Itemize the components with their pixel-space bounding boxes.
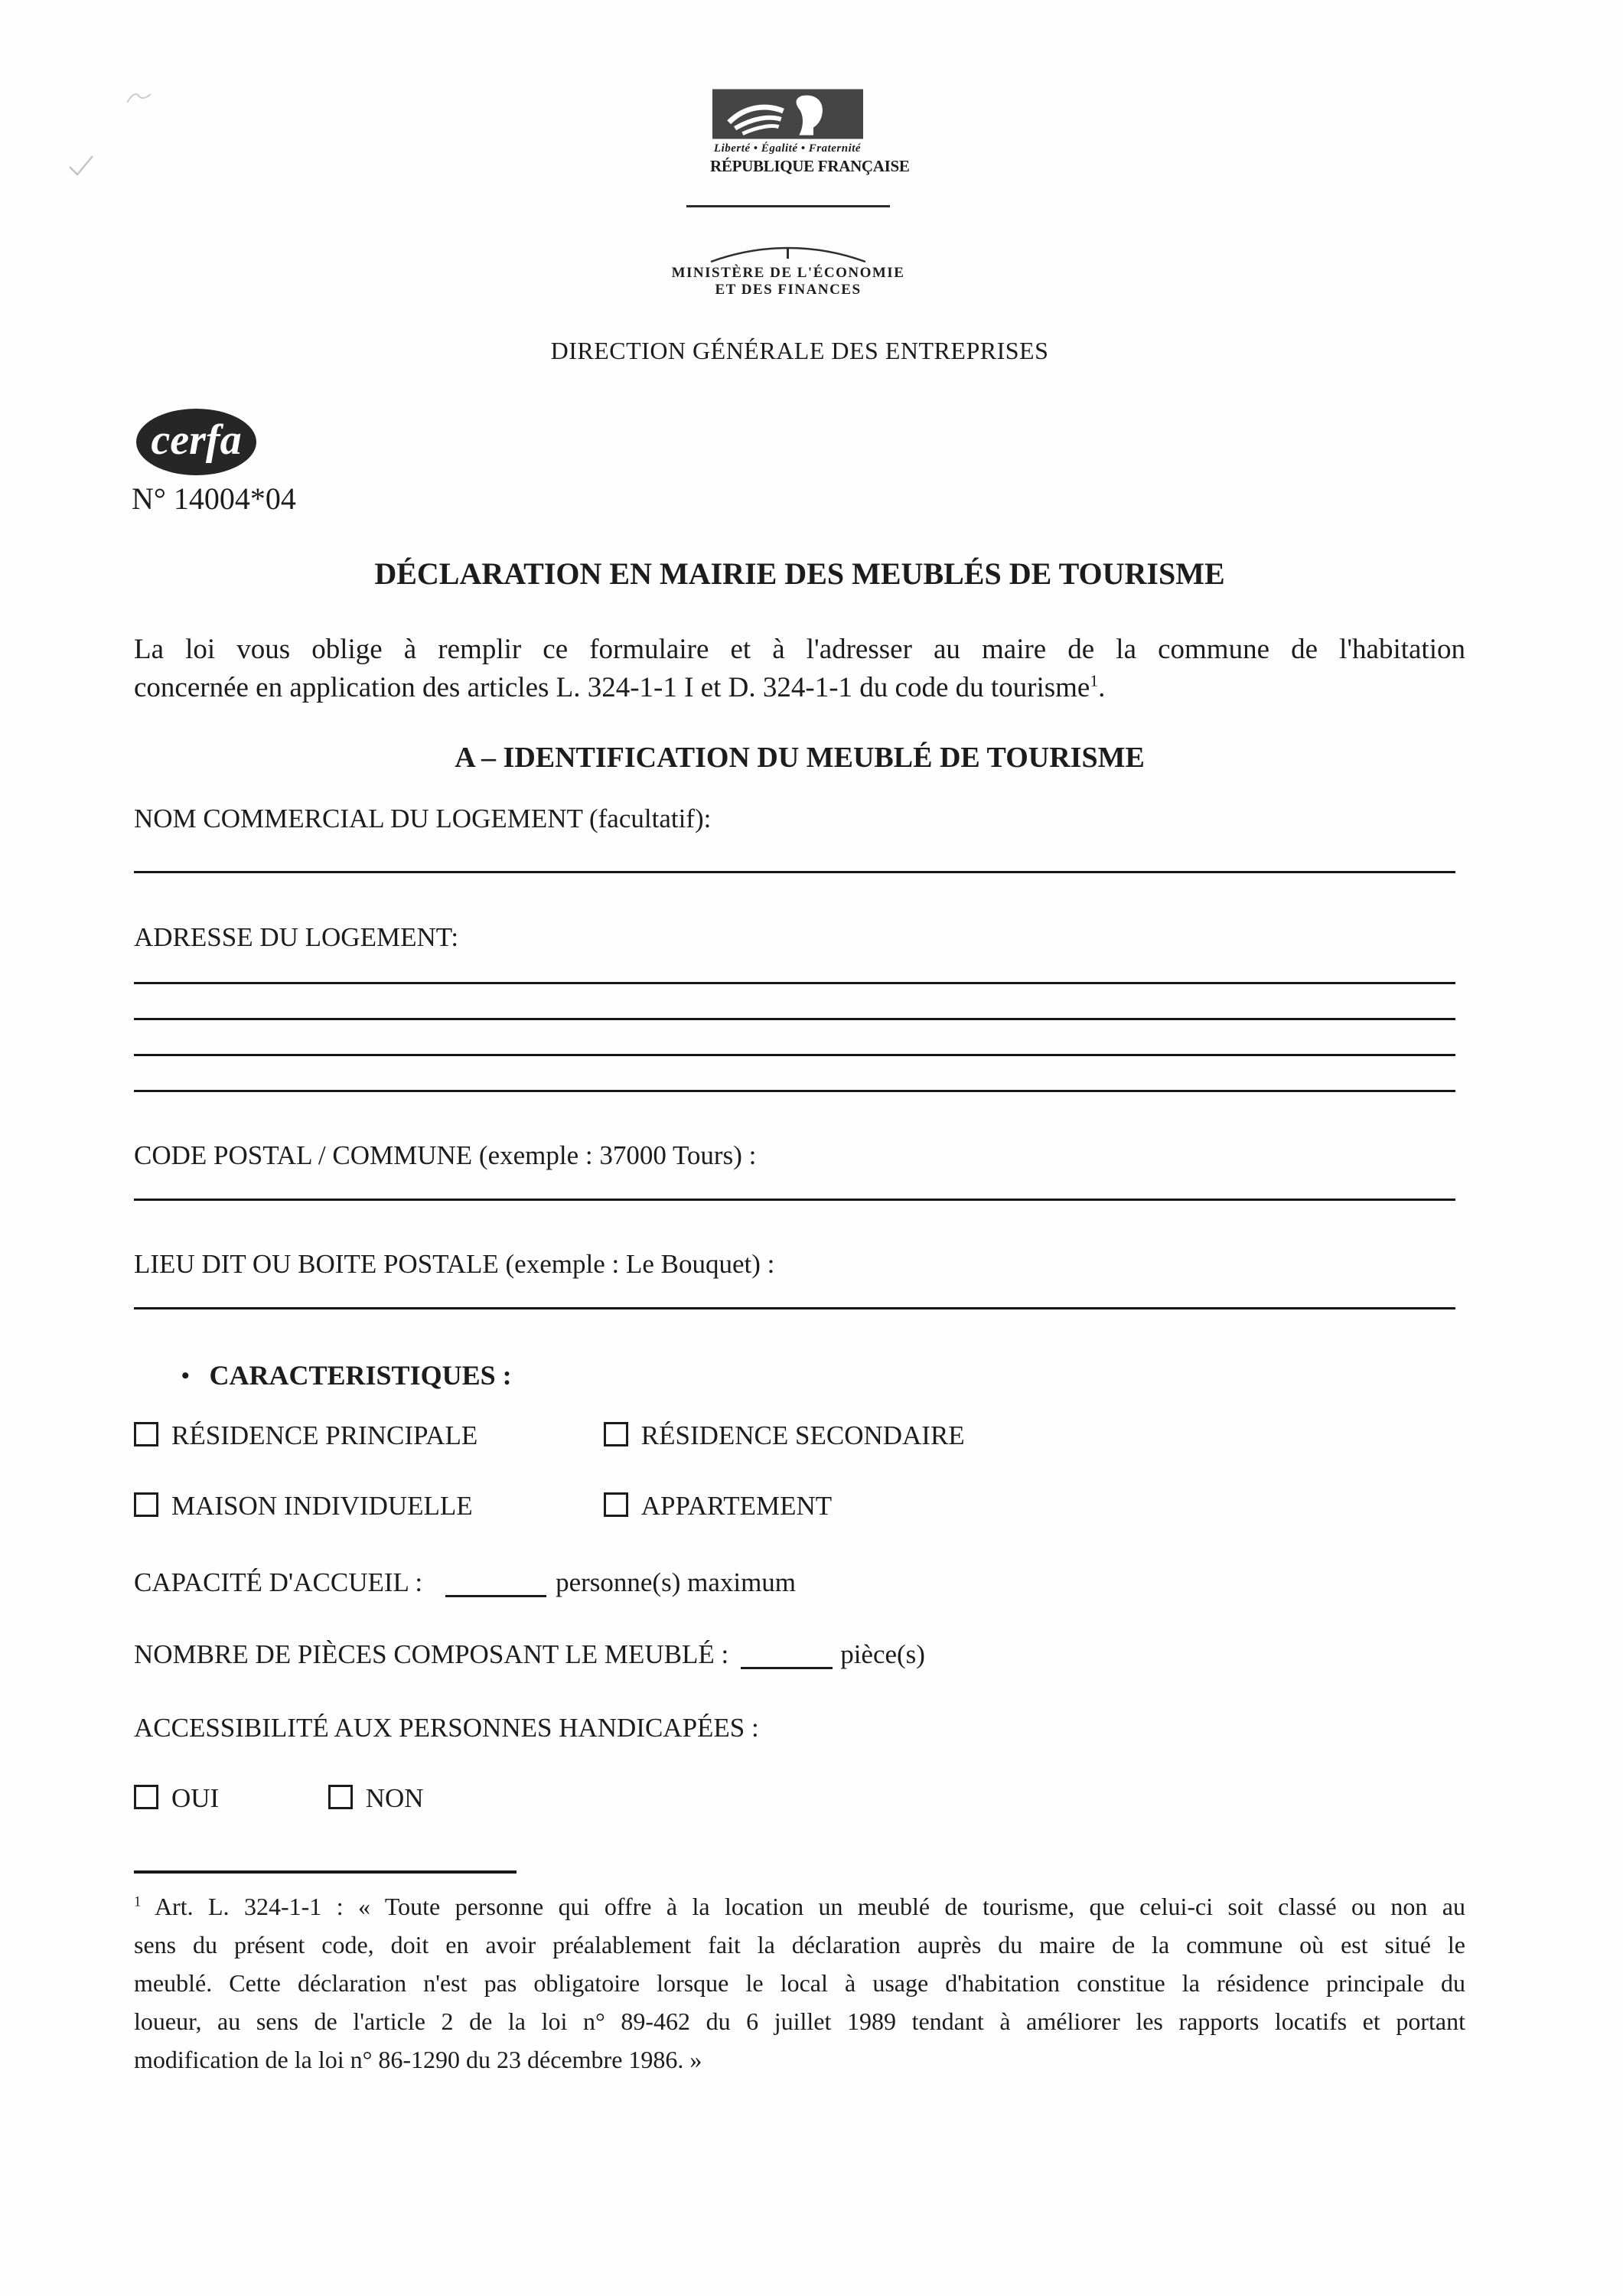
lieu-dit-input-line[interactable] bbox=[134, 1307, 1455, 1309]
nombre-pieces-label: NOMBRE DE PIÈCES COMPOSANT LE MEUBLÉ : bbox=[134, 1639, 729, 1669]
checkbox-appartement[interactable] bbox=[604, 1491, 832, 1521]
footnote-text bbox=[134, 1887, 1465, 2079]
form-title: DÉCLARATION EN MAIRIE DES MEUBLÉS DE TOURISME bbox=[374, 556, 1225, 591]
checkbox-icon[interactable] bbox=[134, 1422, 158, 1446]
caracteristiques-heading: • CARACTERISTIQUES : bbox=[181, 1360, 512, 1391]
nom-commercial-input-line[interactable] bbox=[134, 871, 1455, 873]
adresse-input-line-3[interactable] bbox=[134, 1054, 1455, 1056]
footnote-line: sens du présent code, doit en avoir préalablement fait la déclaration auprès du maire de la commune où est situé le bbox=[134, 1931, 1465, 1958]
ministry-arc-icon bbox=[708, 242, 869, 263]
nombre-pieces-suffix: pièce(s) bbox=[840, 1639, 925, 1669]
adresse-input-line-1[interactable] bbox=[134, 982, 1455, 984]
lieu-dit-label: LIEU DIT OU BOITE POSTALE (exemple : Le Bouquet) : bbox=[134, 1249, 775, 1279]
code-postal-label: CODE POSTAL / COMMUNE (exemple : 37000 Tours) : bbox=[134, 1140, 757, 1170]
ministry-name: MINISTÈRE DE L'ÉCONOMIE ET DES FINANCES bbox=[671, 265, 905, 298]
checkbox-icon[interactable] bbox=[328, 1785, 353, 1809]
checkbox-icon[interactable] bbox=[134, 1492, 158, 1517]
nom-commercial-label: NOM COMMERCIAL DU LOGEMENT (facultatif): bbox=[134, 804, 712, 833]
accessibilite-label: ACCESSIBILITÉ AUX PERSONNES HANDICAPÉES : bbox=[134, 1713, 759, 1743]
capacite-input-blank[interactable] bbox=[445, 1572, 546, 1597]
ministry-block bbox=[658, 242, 918, 298]
footnote-line: loueur, au sens de l'article 2 de la loi n° 89-462 du 6 juillet 1989 tendant à améliorer les rapports locatifs et portant bbox=[134, 2007, 1465, 2035]
checkbox-label: MAISON INDIVIDUELLE bbox=[171, 1491, 473, 1521]
nombre-pieces-input-blank[interactable] bbox=[741, 1644, 833, 1669]
checkbox-label: APPARTEMENT bbox=[640, 1491, 833, 1521]
footnote-line: $^1$ Art. L. 324-1-1 : « Toute personne qui offre à la location un meublé de tourisme, que celui-ci soit classé ou non au bbox=[134, 1893, 1466, 1920]
checkbox-non[interactable] bbox=[328, 1783, 424, 1813]
bullet-icon: • bbox=[181, 1363, 190, 1388]
footnote-ref-superscript: 1 bbox=[1090, 671, 1099, 690]
section-a-heading: A – IDENTIFICATION DU MEUBLÉ DE TOURISME bbox=[455, 742, 1145, 774]
adresse-input-line-4[interactable] bbox=[134, 1090, 1455, 1092]
accessibilite-checkbox-row bbox=[134, 1783, 424, 1814]
header-divider bbox=[686, 205, 890, 207]
checkbox-icon[interactable] bbox=[604, 1492, 628, 1517]
type-logement-checkbox-row bbox=[134, 1491, 832, 1521]
motto-text: Liberté • Égalité • Fraternité bbox=[713, 142, 862, 155]
checkbox-label: RÉSIDENCE PRINCIPALE bbox=[171, 1420, 478, 1450]
code-postal-input-line[interactable] bbox=[134, 1199, 1455, 1201]
adresse-input-line-2[interactable] bbox=[134, 1018, 1455, 1020]
checkbox-residence-principale[interactable] bbox=[134, 1420, 597, 1451]
checkbox-label: RÉSIDENCE SECONDAIRE bbox=[640, 1420, 965, 1450]
checkbox-label: NON bbox=[365, 1783, 424, 1813]
marianne-block bbox=[710, 89, 910, 176]
cerfa-form-number: N° 14004*04 bbox=[132, 481, 296, 516]
checkbox-icon[interactable] bbox=[134, 1785, 158, 1809]
scan-artifact bbox=[65, 152, 97, 181]
checkbox-icon[interactable] bbox=[604, 1422, 628, 1446]
marianne-logo bbox=[712, 89, 863, 139]
intro-paragraph bbox=[134, 631, 1465, 707]
direction-general-title: DIRECTION GÉNÉRALE DES ENTREPRISES bbox=[550, 337, 1049, 364]
footnote-line: meublé. Cette déclaration n'est pas obligatoire lorsque le local à usage d'habitation constitue la résidence principale du bbox=[134, 1969, 1465, 1997]
checkbox-oui[interactable] bbox=[134, 1783, 321, 1814]
scan-artifact bbox=[122, 86, 155, 110]
republic-text: RÉPUBLIQUE FRANÇAISE bbox=[710, 157, 910, 175]
intro-line1: La loi vous oblige à remplir ce formulaire et à l'adresser au maire de la commune de l'habitation bbox=[134, 634, 1465, 665]
capacite-field bbox=[134, 1567, 796, 1598]
residence-checkbox-row bbox=[134, 1420, 965, 1451]
adresse-label: ADRESSE DU LOGEMENT: bbox=[134, 922, 459, 952]
intro-line2: concernée en application des articles L. 324-1-1 I et D. 324-1-1 du code du tourisme$^1$. bbox=[134, 671, 1106, 703]
nombre-pieces-field bbox=[134, 1639, 925, 1670]
checkbox-maison-individuelle[interactable] bbox=[134, 1491, 597, 1521]
footnote-ref-superscript: 1 bbox=[134, 1893, 142, 1910]
footnote-divider bbox=[134, 1870, 517, 1874]
footnote-line: modification de la loi n° 86-1290 du 23 décembre 1986. » bbox=[134, 2046, 702, 2073]
capacite-suffix: personne(s) maximum bbox=[556, 1567, 797, 1597]
cerfa-logo: cerfa bbox=[136, 409, 256, 475]
checkbox-label: OUI bbox=[171, 1783, 220, 1813]
capacite-label: CAPACITÉ D'ACCUEIL : bbox=[134, 1567, 423, 1597]
checkbox-residence-secondaire[interactable] bbox=[604, 1420, 965, 1450]
